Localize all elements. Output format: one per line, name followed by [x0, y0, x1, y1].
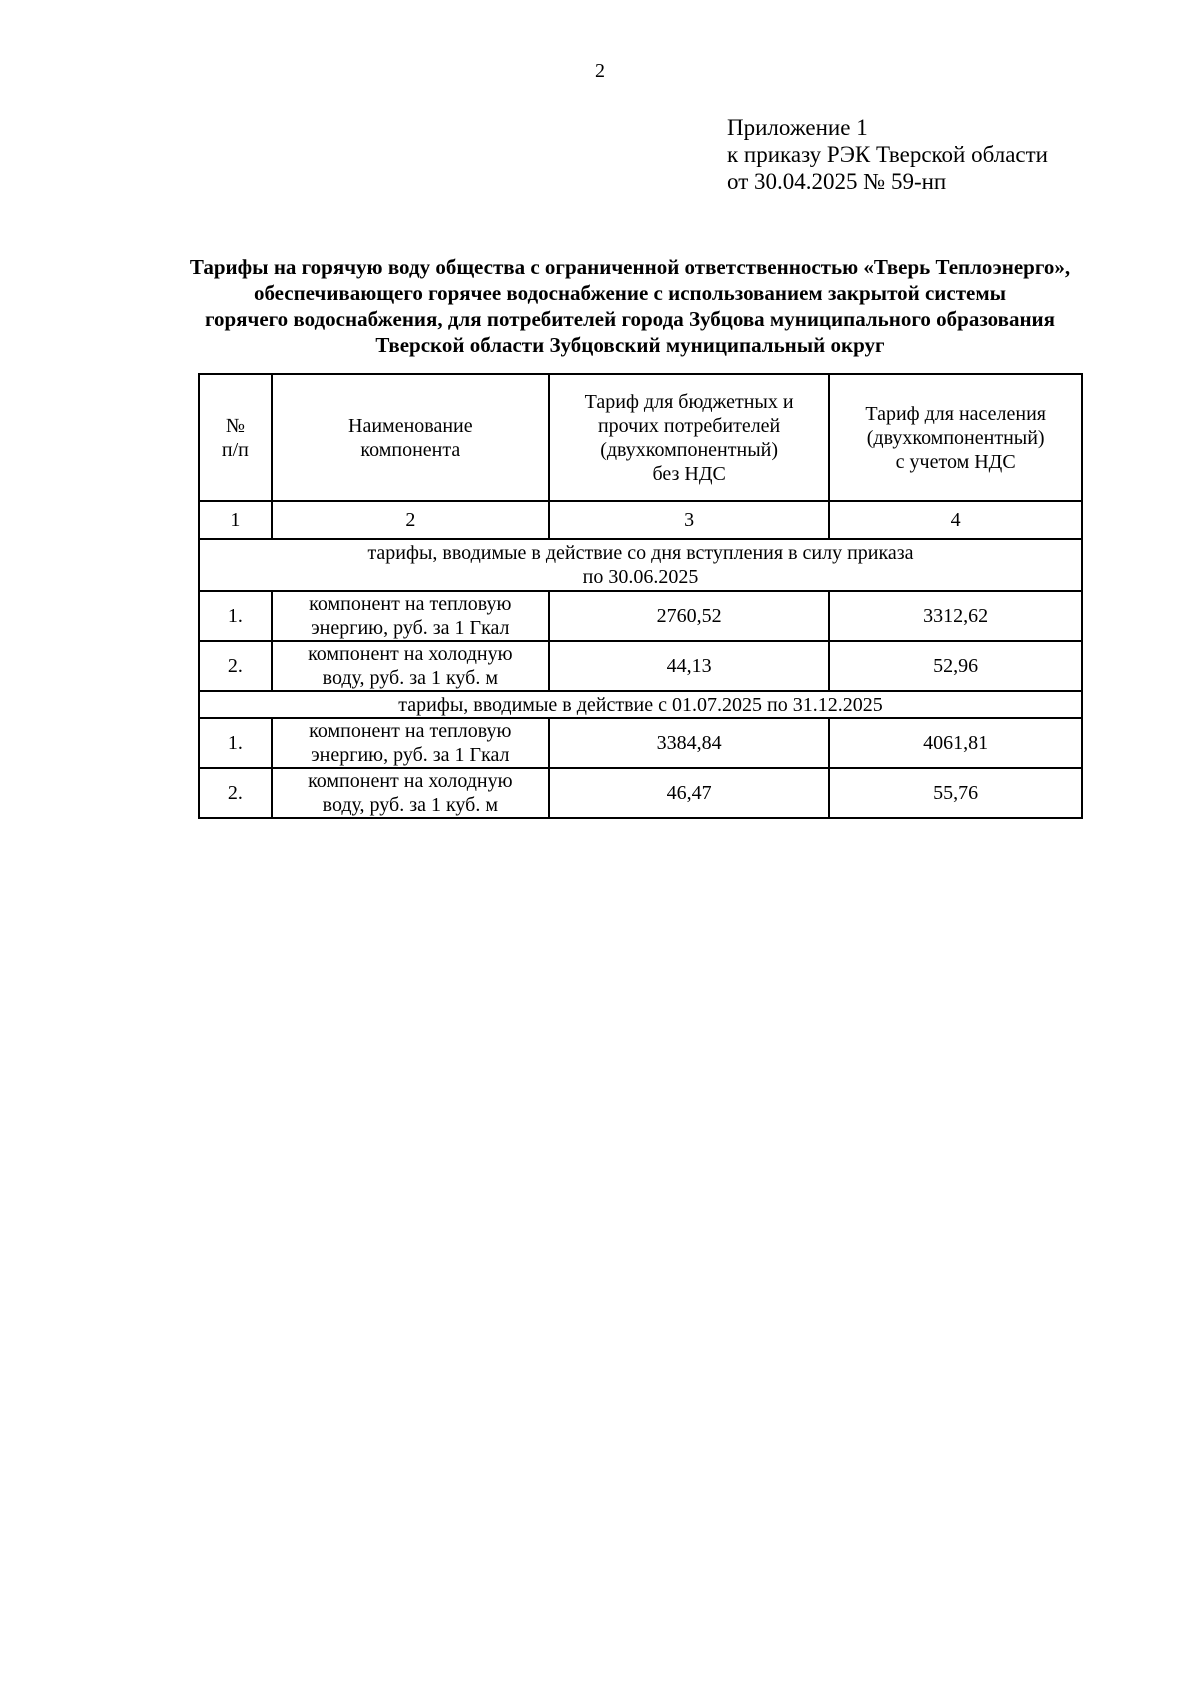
column-number: 3: [549, 501, 829, 539]
component-name: [272, 591, 549, 641]
component-name-line: воду, руб. за 1 куб. м: [322, 667, 498, 689]
table-row: [199, 718, 1082, 768]
title-line: горячего водоснабжения, для потребителей города Зубцова муниципального образования: [204, 307, 1056, 331]
section-label-line: тарифы, вводимые в действие со дня вступления в силу приказа: [367, 542, 914, 564]
budget-tariff-value: 44,13: [549, 641, 829, 691]
component-name-line: воду, руб. за 1 куб. м: [322, 794, 498, 816]
component-name-line: энергию, руб. за 1 Гкал: [311, 744, 510, 766]
component-name-line: компонент на холодную: [308, 643, 513, 665]
section-label-line: по 30.06.2025: [582, 566, 699, 588]
section-header-row: [199, 539, 1082, 591]
component-name: [272, 641, 549, 691]
component-name-line: компонент на тепловую: [309, 593, 512, 615]
table-row: [199, 641, 1082, 691]
population-tariff-value: 52,96: [829, 641, 1082, 691]
header-component-name: Наименование компонента: [272, 374, 549, 501]
table-header-row: [199, 374, 1082, 501]
header-budget-tariff: Тариф для бюджетных и прочих потребителей (двухкомпонентный) без НДС: [549, 374, 829, 501]
table-row: [199, 768, 1082, 818]
header-number: № п/п: [199, 374, 272, 501]
appendix-line: к приказу РЭК Тверской области: [727, 142, 1048, 167]
section-header-row: [199, 691, 1082, 718]
row-number: 2.: [199, 641, 272, 691]
component-name: [272, 718, 549, 768]
header-population-tariff: Тариф для населения (двухкомпонентный) с учетом НДС: [829, 374, 1082, 501]
population-tariff-value: 55,76: [829, 768, 1082, 818]
table-row: [199, 591, 1082, 641]
component-name: [272, 768, 549, 818]
title-line: Тверской области Зубцовский муниципальный округ: [375, 333, 885, 357]
column-number-row: [199, 501, 1082, 539]
title-line: Тарифы на горячую воду общества с ограниченной ответственностью «Тверь Теплоэнерго»,: [189, 255, 1071, 279]
column-number: 1: [199, 501, 272, 539]
budget-tariff-value: 3384,84: [549, 718, 829, 768]
tariffs-table: [198, 373, 1083, 819]
component-name-line: компонент на тепловую: [309, 720, 512, 742]
component-name-line: компонент на холодную: [308, 770, 513, 792]
section-label: тарифы, вводимые в действие с 01.07.2025 по 31.12.2025: [199, 691, 1082, 718]
title-line: обеспечивающего горячее водоснабжение с использованием закрытой системы: [253, 281, 1007, 305]
page-number: 2: [595, 60, 605, 82]
appendix-reference: [727, 114, 1048, 195]
budget-tariff-value: 46,47: [549, 768, 829, 818]
component-name-line: энергию, руб. за 1 Гкал: [311, 617, 510, 639]
appendix-line: от 30.04.2025 № 59-нп: [727, 169, 947, 194]
column-number: 4: [829, 501, 1082, 539]
row-number: 1.: [199, 718, 272, 768]
section-label: [199, 539, 1082, 591]
budget-tariff-value: 2760,52: [549, 591, 829, 641]
population-tariff-value: 3312,62: [829, 591, 1082, 641]
population-tariff-value: 4061,81: [829, 718, 1082, 768]
appendix-line: Приложение 1: [727, 115, 868, 140]
row-number: 1.: [199, 591, 272, 641]
row-number: 2.: [199, 768, 272, 818]
document-title: [160, 254, 1100, 358]
column-number: 2: [272, 501, 549, 539]
